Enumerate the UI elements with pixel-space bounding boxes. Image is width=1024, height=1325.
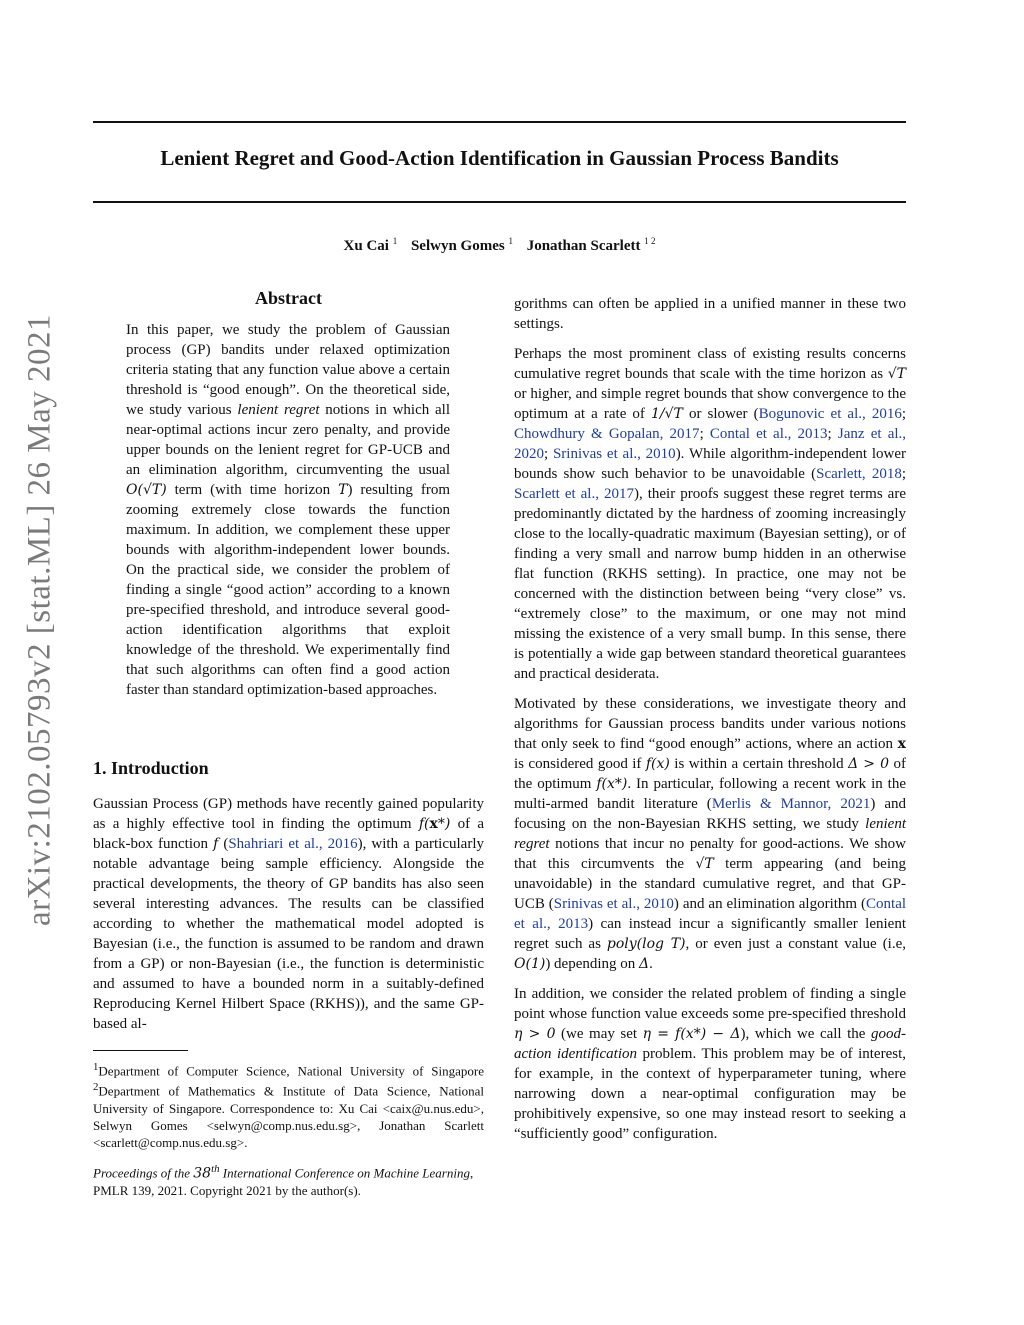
intro-paragraph-2: Perhaps the most prominent class of existing results concerns cumulative regret bounds that scale with the time horizon as √T or higher, and simple regret bounds that show convergence to the optimum at a rate of 1/√T or slower (Bogunovic et al., 2016; Chowdhury & Gopalan, 2017; Contal et al., 2013; Janz et al., 2020; Srinivas et al., 2010). While algorithm-independent lower bounds show such behavior to be unavoidable (Scarlett, 2018; Scarlett et al., 2017), their proofs suggest these regret terms are predominantly dictated by the hardness of zooming increasingly close to the locally-quadratic maximum (Bayesian setting), or of finding a very small and narrow bump hidden in an otherwise flat function (RKHS setting). In practice, one may not be concerned with the distinction between being “very close” vs. “extremely close” to the maximum, or one may not mind missing the existence of a very small bump. In this sense, there is potentially a wide gap between standard theoretical guarantees and practical desiderata. (514, 346, 907, 682)
author-xu-cai: Xu Cai $^1$ (343, 236, 398, 254)
citation-link[interactable]: Srinivas et al., 2010 (553, 896, 674, 912)
proceedings-note: Proceedings of the 38th International Conference on Machine Learning, PMLR 139, 2021. Copyright 2021 by the author(s). (93, 1162, 474, 1198)
citation-link[interactable]: Srinivas et al., 2010 (552, 446, 676, 462)
intro-paragraph-1-continued: gorithms can often be applied in a unified manner in these two settings. (514, 296, 906, 332)
citation-link[interactable]: Scarlett, 2018 (816, 466, 902, 482)
footnote-rule (93, 1050, 188, 1051)
section-heading-introduction: 1. Introduction (93, 758, 209, 778)
citation-link[interactable]: Contal et al., 2013 (514, 896, 907, 932)
intro-paragraph-1: Gaussian Process (GP) methods have recently gained popularity as a highly effective tool in finding the optimum f(x*) of a black-box function f (Shahriari et al., 2016), with a particularly notable advantage being sample efficiency. Alongside the practical developments, the theory of GP bandits has also seen several interesting advances. The results can be classified according to whether the mathematical model adopted is Bayesian (i.e., the function is assumed to be random and drawn from a GP) or non-Bayesian (i.e., the function is deterministic and assumed to have a bounded norm in a suitably-defined Reproducing Kernel Hilbert Space (RKHS)), and the same GP-based al- (93, 796, 484, 1032)
author-jonathan-scarlett: Jonathan Scarlett $^{1 2}$ (526, 236, 656, 254)
citation-link[interactable]: Janz et al., 2020 (514, 426, 907, 462)
intro-paragraph-3: Motivated by these considerations, we investigate theory and algorithms for Gaussian process bandits under various notions that only seek to find “good enough” actions, where an action x is considered good if f(x) is within a certain threshold Δ > 0 of the optimum f(x*). In particular, following a recent work in the multi-armed bandit literature (Merlis & Mannor, 2021) and focusing on the non-Bayesian RKHS setting, we study lenient regret notions that incur no penalty for good-actions. We show that this circumvents the √T term appearing (and being unavoidable) in the standard cumulative regret, and that GP-UCB (Srinivas et al., 2010) and an elimination algorithm (Contal et al., 2013) can instead incur a significantly smaller lenient regret such as poly(log T), or even just a constant value (i.e, O(1)) depending on Δ. (514, 696, 907, 972)
left-column (93, 288, 484, 1199)
right-column (514, 294, 906, 1144)
top-rule (93, 121, 906, 123)
citation-link[interactable]: Scarlett et al., 2017 (514, 486, 634, 502)
citation-link[interactable]: Merlis & Mannor, 2021 (711, 796, 871, 812)
citation-link[interactable]: Chowdhury & Gopalan, 2017 (514, 426, 700, 442)
affiliation-footnote: $^1$Department of Computer Science, National University of Singapore $^2$Department of Mathematics & Institute of Data Science, National University of Singapore. Correspondence to: Xu Cai <caix@u.nus.edu>, Selwyn Gomes <selwyn@comp.nus.edu.sg>, Jonathan Scarlett <scarlett@comp.nus.edu.sg>. (93, 1061, 484, 1150)
bottom-rule (93, 201, 906, 203)
citation-link[interactable]: Shahriari et al., 2016 (228, 836, 358, 852)
author-selwyn-gomes: Selwyn Gomes $^1$ (410, 236, 513, 254)
citation-link[interactable]: Bogunovic et al., 2016 (758, 406, 902, 422)
author-list (93, 236, 906, 255)
abstract-heading: Abstract (255, 288, 322, 308)
citation-link[interactable]: Contal et al., 2013 (709, 426, 828, 442)
intro-paragraph-4: In addition, we consider the related problem of finding a single point whose function value exceeds some pre-specified threshold η > 0 (we may set η = f(x*) − Δ), which we call the good-action identification problem. This problem may be of interest, for example, in the context of hyperparameter tuning, where narrowing down a near-optimal configuration may be prohibitively expensive, so one may instead resort to seeking a “sufficiently good” configuration. (514, 986, 906, 1142)
abstract-text: In this paper, we study the problem of Gaussian process (GP) bandits under relaxed optimization criteria stating that any function value above a certain threshold is “good enough”. On the theoretical side, we study various lenient regret notions in which all near-optimal actions incur zero penalty, and provide upper bounds on the lenient regret for GP-UCB and an elimination algorithm, circumventing the usual O(√T) term (with time horizon T) resulting from zooming extremely close towards the function maximum. In addition, we complement these upper bounds with algorithm-independent lower bounds. On the practical side, we consider the problem of finding a single “good action” according to a known pre-specified threshold, and introduce several good-action identification algorithms that exploit knowledge of the threshold. We experimentally find that such algorithms can often find a good action faster than standard optimization-based approaches. (126, 322, 450, 698)
paper-title: Lenient Regret and Good-Action Identification in Gaussian Process Bandits (160, 146, 839, 170)
